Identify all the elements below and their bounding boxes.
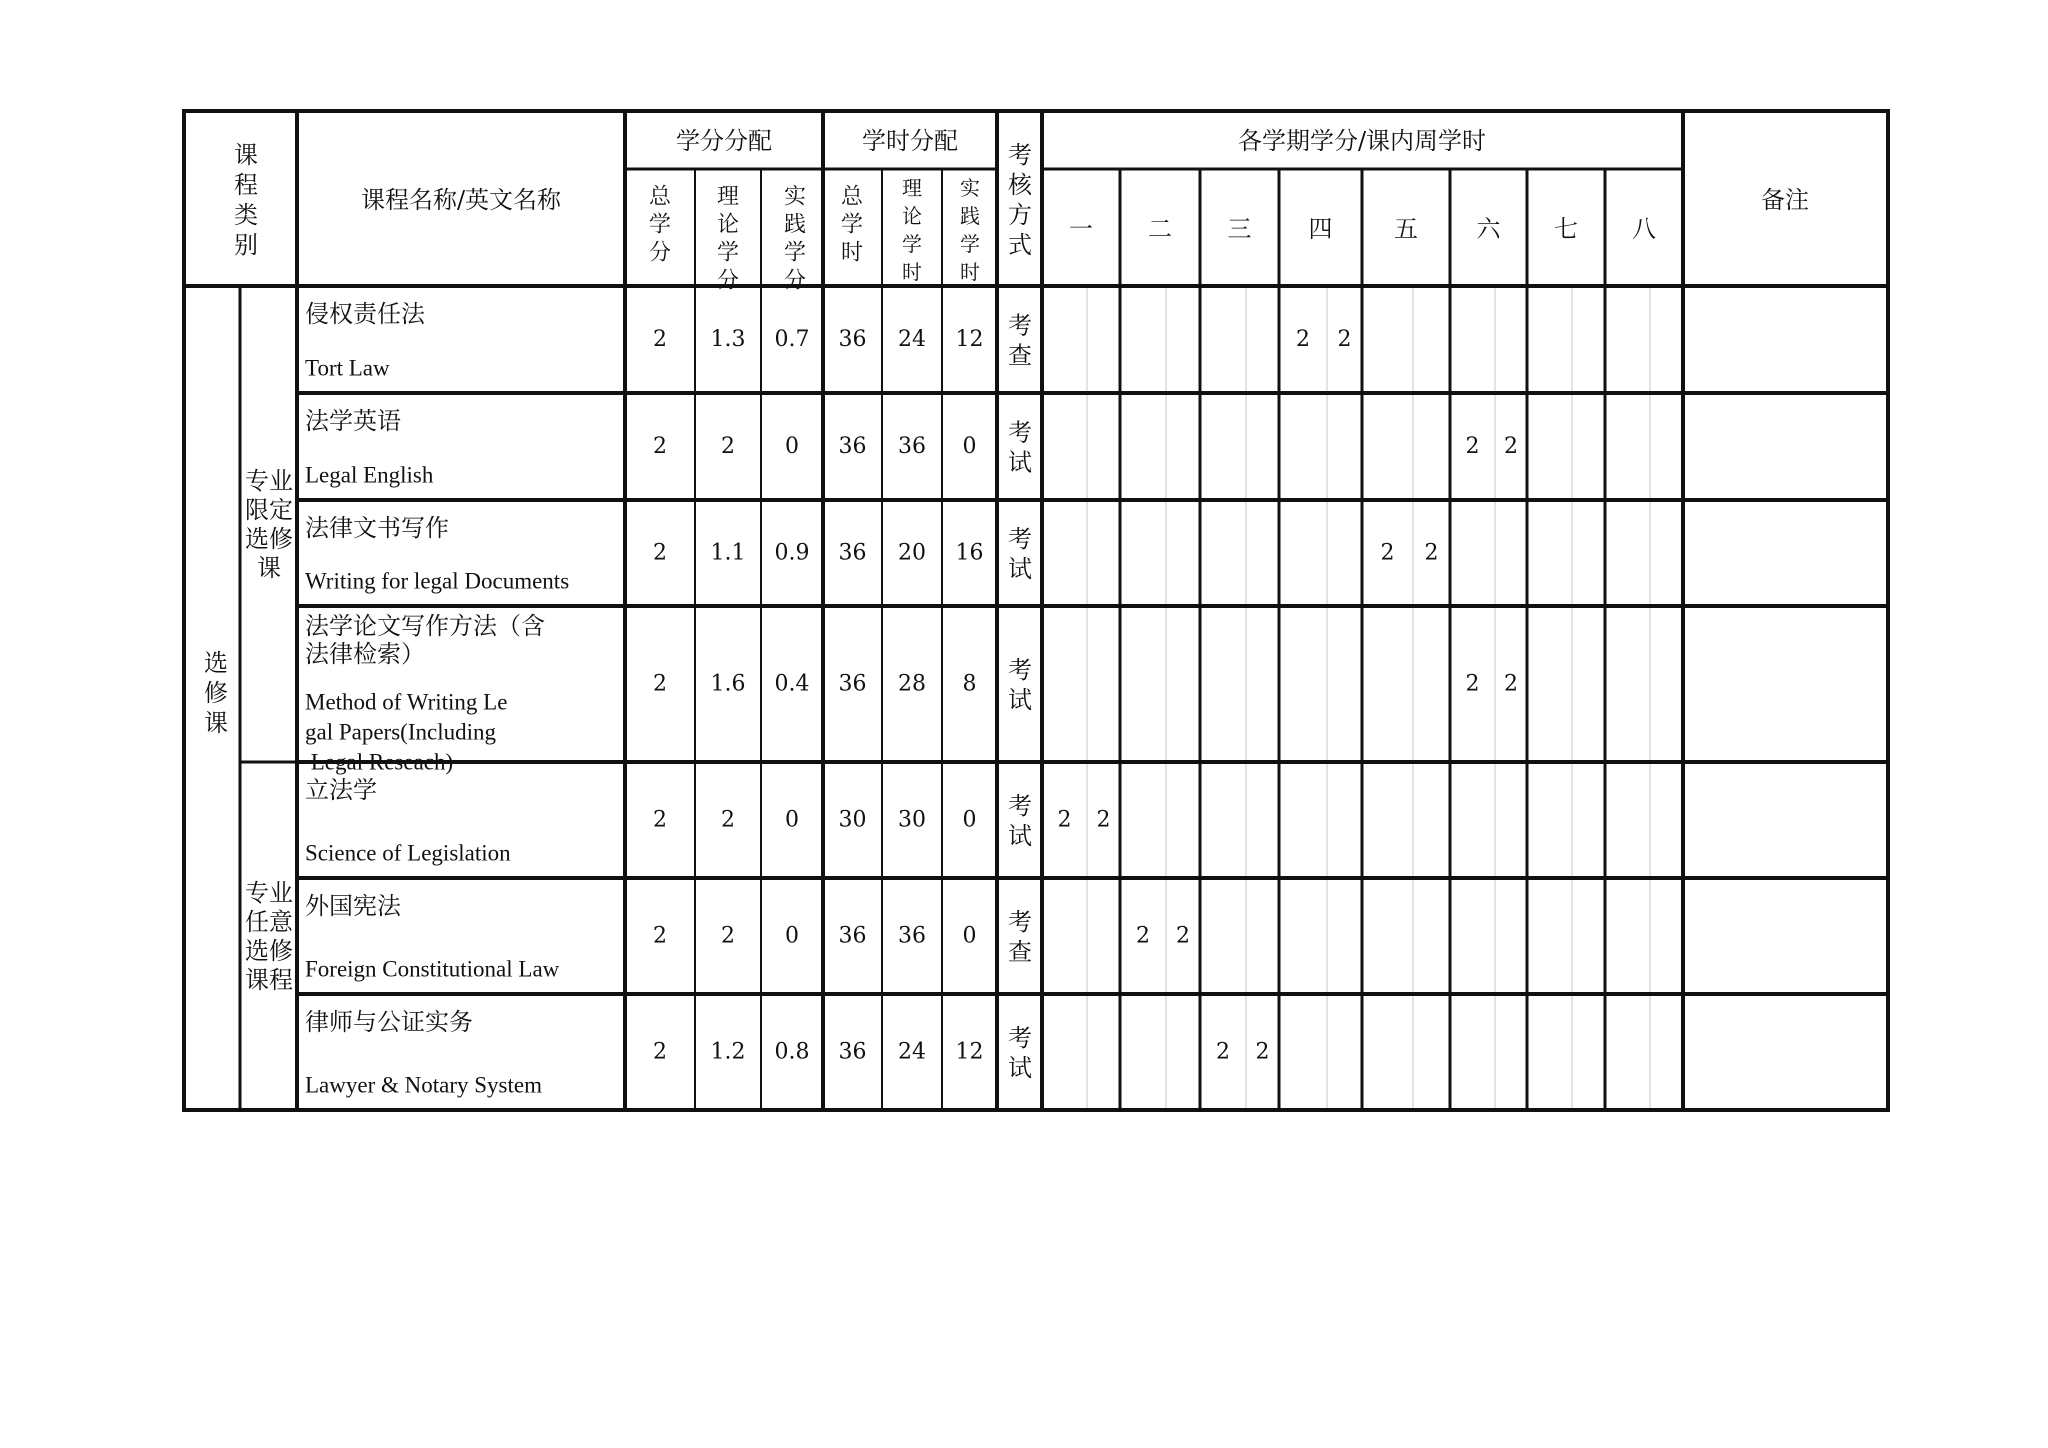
vertical-char: 时	[840, 240, 864, 266]
semester-group-header: 各学期学分/课内周学时	[1237, 127, 1487, 155]
vertical-char: 式	[1008, 231, 1032, 259]
cell-hours: 30	[838, 807, 867, 833]
vertical-char: 方	[1008, 201, 1032, 229]
cell-practice-hours: 0	[962, 807, 977, 833]
cell-theory-hours: 28	[898, 671, 926, 697]
vertical-char: 分	[783, 268, 807, 294]
cell-practice-hours: 12	[955, 1039, 984, 1065]
semester-weekly-hours: 2	[1337, 327, 1352, 352]
cell-theory-hours: 24	[898, 327, 926, 352]
vertical-char: 考	[1008, 141, 1032, 169]
vertical-char: 考	[1008, 656, 1032, 684]
course-name-cn: 侵权责任法	[305, 300, 425, 328]
category-line: 选修	[245, 525, 293, 553]
credit-practice-header	[784, 185, 806, 294]
cell-hours: 36	[838, 923, 867, 949]
category-line: 任意	[245, 908, 293, 936]
vertical-char: 考	[1008, 792, 1032, 820]
cell-practice-credits: 0.9	[774, 540, 810, 566]
semester-weekly-hours: 2	[1176, 923, 1190, 949]
semester-credits: 2	[1465, 671, 1480, 697]
course-name-en: Method of Writing Le gal Papers(Including Legal Reseach)	[305, 689, 508, 775]
semester-credits: 2	[1136, 923, 1150, 949]
cell-hours: 36	[838, 671, 867, 697]
cell-theory-credits: 2	[721, 807, 735, 833]
cell-hours: 36	[838, 540, 867, 566]
category-elective	[204, 649, 228, 737]
cell-credits: 2	[653, 671, 667, 697]
cell-credits: 2	[653, 327, 667, 352]
vertical-char: 践	[783, 212, 807, 238]
vertical-char: 程	[234, 171, 258, 199]
cell-theory-credits: 1.3	[710, 327, 746, 352]
cell-theory-credits: 1.1	[710, 540, 746, 566]
vertical-char: 核	[1008, 171, 1032, 199]
course-name-cn: 律师与公证实务	[305, 1008, 473, 1036]
vertical-char: 考	[1008, 418, 1032, 447]
cell-practice-hours: 12	[955, 327, 984, 352]
course-name-en: Lawyer & Notary System	[305, 1072, 542, 1098]
vertical-char: 总	[840, 184, 864, 210]
category-limited-elective	[245, 467, 293, 582]
vertical-char: 类	[234, 201, 258, 229]
vertical-char: 总	[648, 184, 672, 210]
semester-header: 七	[1554, 215, 1578, 243]
vertical-char: 时	[960, 260, 980, 284]
cell-theory-hours: 24	[898, 1039, 926, 1065]
vertical-char: 试	[1008, 555, 1032, 583]
cell-practice-hours: 0	[962, 923, 977, 949]
vertical-char: 考	[1008, 1024, 1032, 1052]
cell-theory-hours: 30	[898, 807, 926, 833]
cell-practice-hours: 0	[962, 434, 977, 459]
assessment-cell	[1008, 419, 1032, 477]
assessment-cell	[1008, 1024, 1032, 1082]
cell-credits: 2	[653, 807, 667, 833]
assessment-cell	[1008, 792, 1032, 850]
vertical-char: 学	[783, 240, 807, 266]
semester-header: 一	[1069, 215, 1093, 243]
cell-theory-credits: 2	[721, 923, 735, 949]
semester-credits: 2	[1465, 434, 1480, 459]
vertical-char: 试	[1008, 1054, 1032, 1082]
course-name-cn: 法学英语	[305, 407, 401, 435]
course-name-en: Legal English	[305, 462, 434, 488]
cell-hours: 36	[838, 1039, 867, 1065]
vertical-char: 理	[902, 176, 922, 200]
vertical-char: 修	[204, 679, 228, 707]
category-line: 专业	[245, 879, 293, 907]
semester-weekly-hours: 2	[1424, 540, 1439, 566]
cell-theory-credits: 2	[721, 434, 735, 459]
vertical-char: 试	[1008, 686, 1032, 714]
credit-theory-header	[717, 185, 739, 294]
vertical-char: 分	[716, 268, 740, 294]
vertical-char: 践	[960, 204, 980, 228]
vertical-char: 试	[1008, 448, 1032, 477]
remarks-header: 备注	[1761, 186, 1809, 214]
cell-credits: 2	[653, 434, 667, 459]
course-name-en: Foreign Constitutional Law	[305, 956, 560, 982]
course-name-en: Writing for legal Documents	[305, 568, 570, 594]
hours-practice-header	[960, 176, 980, 284]
cell-theory-hours: 36	[898, 434, 926, 459]
cell-theory-credits: 1.6	[710, 671, 746, 697]
vertical-char: 学	[960, 232, 980, 256]
semester-header: 三	[1227, 215, 1252, 243]
vertical-char: 论	[902, 204, 922, 228]
cell-credits: 2	[653, 923, 667, 949]
semester-credits: 2	[1216, 1039, 1230, 1065]
assessment-cell	[1008, 312, 1032, 370]
semester-credits: 2	[1380, 540, 1395, 566]
vertical-char: 论	[716, 212, 740, 238]
vertical-char: 选	[204, 649, 228, 677]
vertical-char: 学	[716, 240, 740, 266]
course-name-cn: 法律文书写作	[305, 514, 449, 542]
vertical-char: 考	[1008, 908, 1032, 936]
vertical-char: 时	[902, 260, 922, 284]
cell-practice-credits: 0	[785, 434, 799, 459]
semester-header: 五	[1394, 215, 1418, 243]
assessment-cell	[1008, 908, 1032, 966]
hours-group-header: 学时分配	[862, 127, 958, 155]
category-line: 选修	[245, 937, 293, 965]
assessment-header	[1008, 141, 1033, 259]
course-name-cn: 法学论文写作方法（含法律检索）	[305, 612, 545, 668]
cell-theory-credits: 1.2	[710, 1039, 746, 1065]
cell-practice-credits: 0	[785, 807, 799, 833]
cell-practice-credits: 0.4	[774, 671, 810, 697]
cell-credits: 2	[653, 540, 667, 566]
vertical-char: 课	[234, 141, 258, 169]
cell-practice-hours: 16	[955, 540, 984, 566]
semester-weekly-hours: 2	[1255, 1039, 1270, 1065]
cell-hours: 36	[838, 327, 867, 352]
vertical-char: 实	[960, 176, 980, 200]
vertical-char: 分	[648, 240, 672, 266]
vertical-char: 实	[783, 184, 807, 210]
semester-header: 六	[1476, 215, 1501, 243]
category-line: 课	[257, 554, 281, 582]
semester-weekly-hours: 2	[1504, 434, 1518, 459]
course-name-en: Science of Legislation	[305, 840, 511, 866]
category-line: 专业	[245, 467, 293, 495]
vertical-char: 查	[1008, 938, 1032, 966]
vertical-char: 学	[648, 212, 672, 238]
semester-credits: 2	[1057, 807, 1072, 833]
category-line: 课程	[245, 966, 293, 994]
hours-theory-header	[902, 176, 922, 284]
vertical-char: 考	[1008, 525, 1032, 553]
semester-weekly-hours: 2	[1504, 671, 1518, 697]
category-line: 限定	[245, 496, 293, 524]
cell-hours: 36	[838, 434, 867, 459]
course-name-cn: 立法学	[305, 776, 377, 804]
course-name-header: 课程名称/英文名称	[360, 186, 562, 214]
vertical-char: 别	[234, 231, 258, 259]
cell-practice-credits: 0	[785, 923, 799, 949]
vertical-char: 考	[1008, 311, 1032, 340]
cell-credits: 2	[653, 1039, 667, 1065]
course-name-en: Tort Law	[305, 355, 390, 381]
credit-total-header	[649, 185, 672, 266]
assessment-cell	[1008, 656, 1032, 714]
category-header	[234, 141, 258, 259]
cell-theory-hours: 20	[898, 540, 926, 566]
vertical-char: 查	[1008, 341, 1032, 370]
credit-group-header: 学分分配	[676, 127, 772, 155]
vertical-char: 理	[716, 184, 740, 210]
vertical-char: 学	[902, 232, 922, 256]
semester-credits: 2	[1296, 327, 1310, 352]
semester-weekly-hours: 2	[1096, 807, 1111, 833]
assessment-cell	[1008, 525, 1032, 583]
vertical-char: 课	[204, 709, 228, 737]
hours-total-header	[841, 185, 864, 266]
cell-practice-credits: 0.7	[774, 327, 810, 352]
course-name-cn: 外国宪法	[305, 892, 401, 920]
vertical-char: 试	[1008, 822, 1032, 850]
cell-practice-hours: 8	[962, 671, 977, 697]
semester-header: 四	[1308, 215, 1333, 243]
category-optional-elective	[245, 879, 293, 994]
vertical-char: 学	[840, 212, 864, 238]
semester-header: 二	[1148, 215, 1172, 243]
cell-practice-credits: 0.8	[774, 1039, 810, 1065]
semester-header: 八	[1632, 215, 1656, 243]
cell-theory-hours: 36	[898, 923, 926, 949]
